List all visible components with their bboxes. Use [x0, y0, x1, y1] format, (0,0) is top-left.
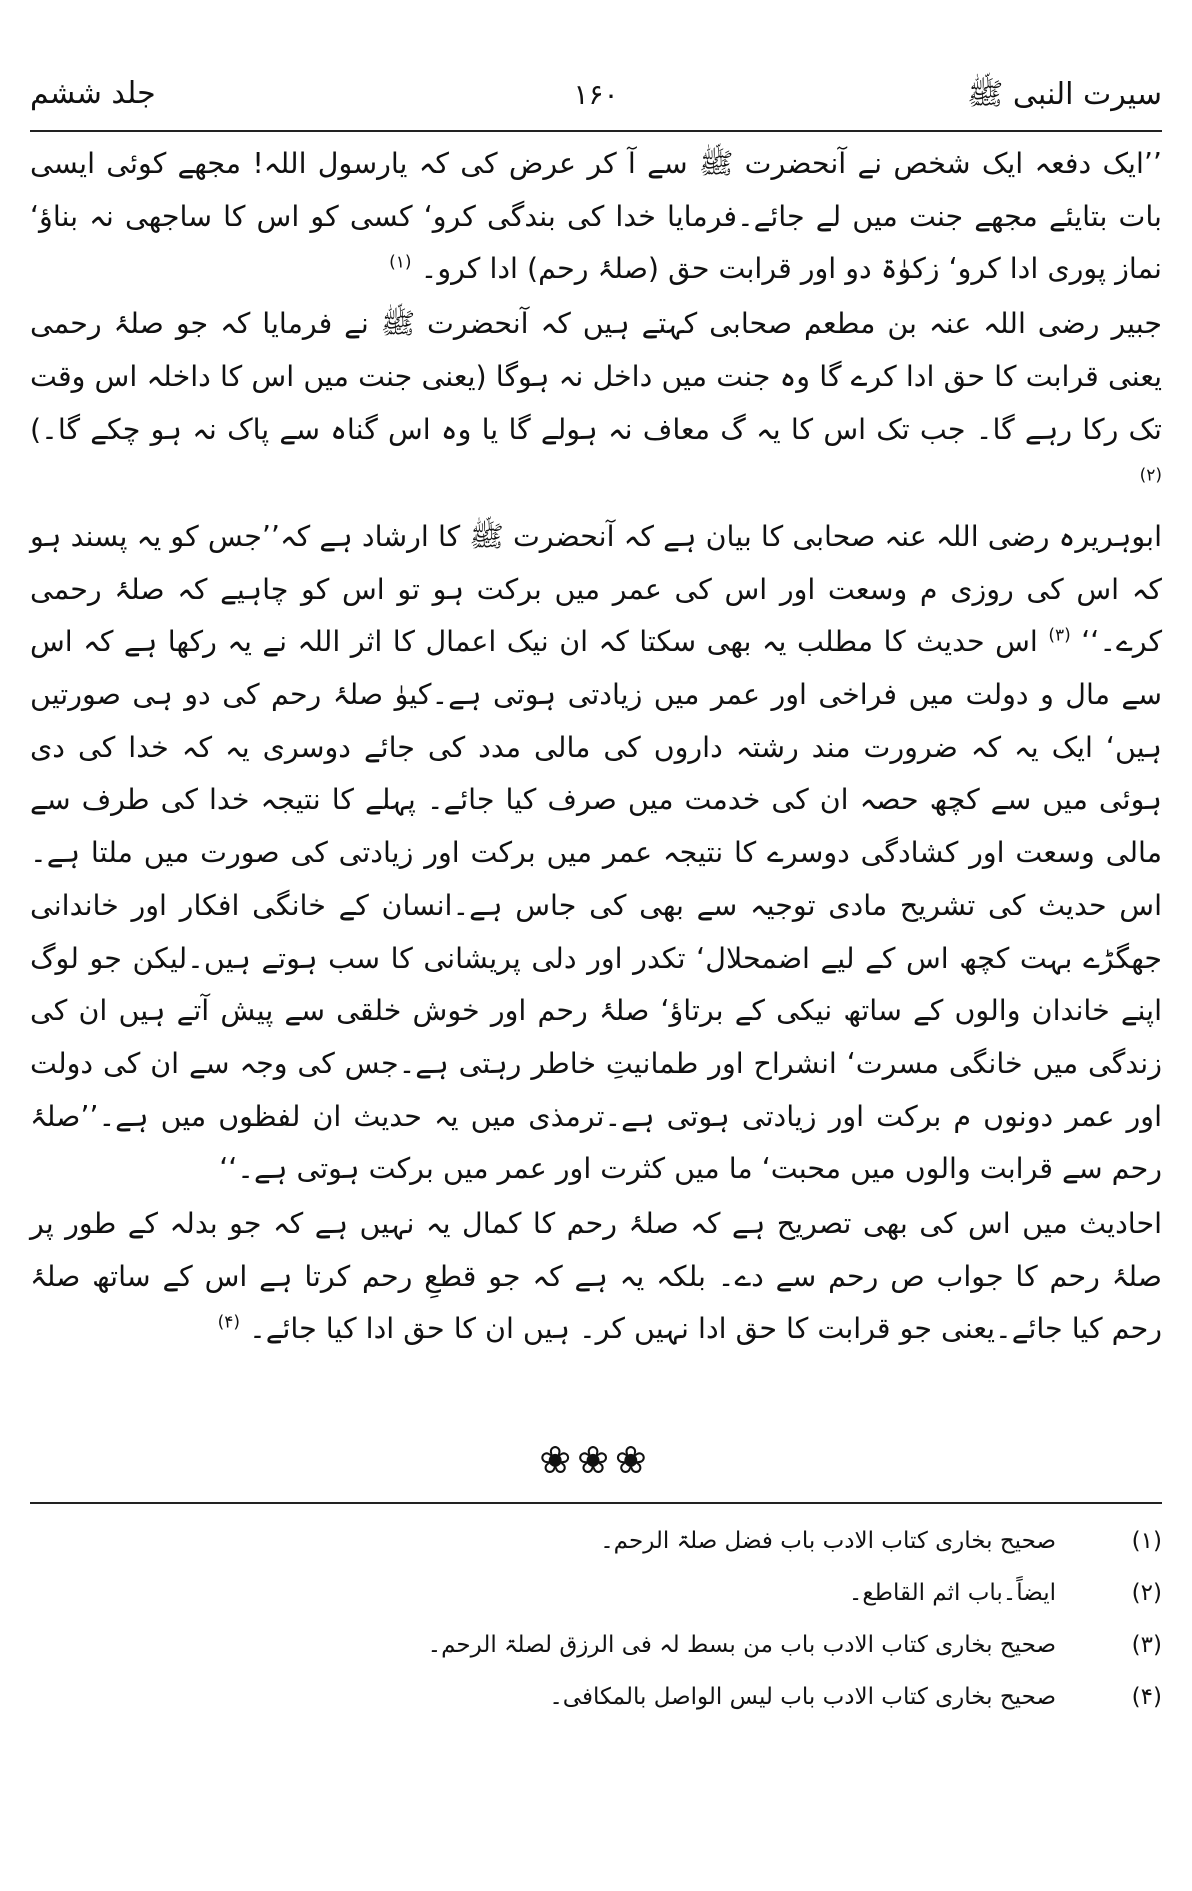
footnote — [30, 1515, 1162, 1567]
footnote-number: (۳) — [1131, 1632, 1162, 1658]
footnote-ref: (۴) — [217, 1312, 241, 1333]
main-text — [30, 138, 1162, 1356]
footnote-text: صحیح بخاری کتاب الادب باب من بسط لہ فی الرزق لصلۃ الرحم۔ — [427, 1632, 1056, 1658]
footnote-text: صحیح بخاری کتاب الادب باب لیس الواصل بالمکافی۔ — [549, 1684, 1056, 1710]
footnote — [30, 1671, 1162, 1723]
footnote-text: صحیح بخاری کتاب الادب باب فضل صلۃ الرحم۔ — [600, 1528, 1056, 1554]
paragraph-text: ’’ایک دفعہ ایک شخص نے آنحضرت ﷺ سے آ کر عرض کی کہ یارسول اللہ! مجھے کوئی ایسی بات بتایئے مجھے جنت میں لے جائے۔فرمایا خدا کی بندگی کرو‘ کسی کو اس کا ساجھی نہ بناؤ‘ نماز پوری ادا کرو‘ زکوٰۃ دو اور قرابت حق (صلۂ رحم) ادا کرو۔ — [30, 147, 1162, 286]
footnote — [30, 1567, 1162, 1619]
header-rule — [30, 130, 1162, 132]
footnotes — [30, 1515, 1162, 1723]
paragraph — [30, 138, 1162, 296]
footnote-text: ایضاً۔باب اثم القاطع۔ — [848, 1580, 1056, 1606]
footnote-ref: (۳) — [1048, 625, 1071, 646]
footnote-number: (۴) — [1131, 1684, 1162, 1710]
footnote-number: (۱) — [1131, 1528, 1162, 1554]
footnote — [30, 1619, 1162, 1671]
paragraph-text-continued: اس حدیث کا مطلب یہ بھی سکتا کہ ان نیک اعمال کا اثر اللہ نے یہ رکھا ہے کہ اس سے مال و دولت میں فراخی اور عمر میں زیادتی ہوتی ہے۔کیوٰ صلۂ رحم کی دو ہی صورتیں ہیں‘ ایک یہ کہ ضرورت مند رشتہ داروں کی مالی مدد کی جائے دوسری یہ کہ خدا کی دی ہوئی میں سے کچھ حصہ ان کی خدمت میں صرف کیا جائے۔ پہلے کا نتیجہ خدا کی طرف سے مالی وسعت اور کشادگی دوسرے کا نتیجہ عمر میں برکت اور زیادتی کی صورت میں ملتا ہے۔اس حدیث کی تشریح مادی توجیہ سے بھی کی جاس ہے۔انسان کے خانگی افکار اور خاندانی جھگڑے بہت کچھ اس کے لیے اضمحلال‘ تکدر اور دلی پریشانی کا سب ہوتے ہیں۔لیکن جو لوگ اپنے خاندان والوں کے ساتھ نیکی کے برتاؤ‘ صلۂ رحم اور خوش خلقی سے پیش آتے ہیں ان کی زندگی میں خانگی مسرت‘ انشراح اور طمانیتِ خاطر رہتی ہے۔جس کی وجہ سے ان کی دولت اور عمر دونوں م برکت اور زیادتی ہوتی ہے۔ترمذی میں یہ حدیث ان لفظوں میں ہے۔’’صلۂ رحم سے قرابت والوں میں محبت‘ ما میں کثرت اور عمر میں برکت ہوتی ہے۔‘‘ — [30, 625, 1162, 1186]
footnote-ref: (۱) — [389, 252, 412, 273]
section-ornament: ❀❀❀ — [539, 1438, 653, 1482]
volume-label: جلد ششم — [30, 76, 156, 111]
page-header — [30, 76, 1162, 126]
paragraph-text: جبیر رضی اللہ عنہ بن مطعم صحابی کہتے ہیں کہ آنحضرت ﷺ نے فرمایا کہ جو صلۂ رحمی یعنی قرابت کا حق ادا کرے گا وہ جنت میں داخل نہ ہوگا (یعنی جنت میں اس کا داخلہ اس وقت تک رکا رہے گا۔ جب تک اس کا یہ گ معاف نہ ہولے گا یا وہ اس گناہ سے پاک نہ ہو چکے گا۔) — [30, 307, 1162, 446]
paragraph-text: احادیث میں اس کی بھی تصریح ہے کہ صلۂ رحم کا کمال یہ نہیں ہے کہ جو بدلہ کے طور پر صلۂ رحم کا جواب ص رحم سے دے۔ بلکہ یہ ہے کہ جو قطعِ رحم کرتا ہے اس کے ساتھ صلۂ رحم کیا جائے۔یعنی جو قرابت کا حق ادا نہیں کر۔ ہیں ان کا حق ادا کیا جائے۔ — [30, 1207, 1162, 1346]
paragraph-text: ابوہریرہ رضی اللہ عنہ صحابی کا بیان ہے کہ آنحضرت ﷺ کا ارشاد ہے کہ’’جس کو یہ پسند ہو کہ اس کی روزی م وسعت اور اس کی عمر میں برکت ہو تو اس کو چاہیے کہ صلۂ رحمی کرے۔‘‘ — [30, 519, 1163, 659]
footnote-ref: (۲) — [1139, 465, 1162, 486]
footnote-rule — [30, 1502, 1162, 1504]
paragraph — [30, 1198, 1162, 1356]
book-title: سیرت النبی ﷺ — [967, 77, 1162, 112]
footnote-number: (۲) — [1131, 1580, 1162, 1606]
page-number: ۱۶۰ — [573, 78, 619, 111]
paragraph — [30, 298, 1162, 509]
paragraph — [30, 511, 1162, 1196]
